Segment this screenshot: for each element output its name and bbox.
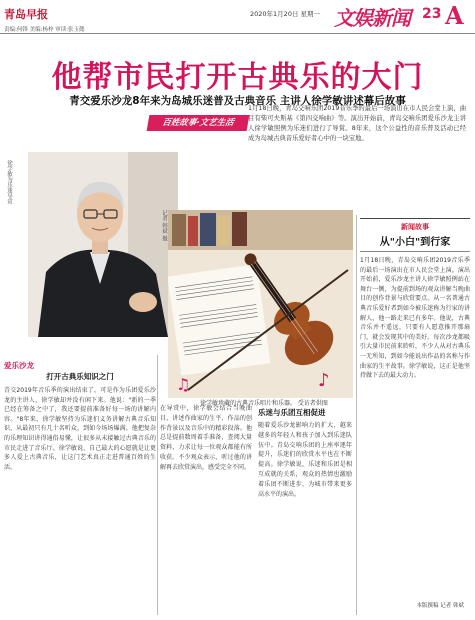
section-title: 文娱新闻 — [334, 6, 410, 30]
feature-photo — [168, 210, 353, 398]
left-section-subtitle: 打开古典乐知识之门 — [46, 372, 114, 381]
portrait-caption-text: 徐学敏为乐迷导赏 — [6, 160, 12, 204]
svg-text:♪: ♪ — [318, 370, 330, 391]
masthead — [0, 0, 475, 34]
portrait-photo — [28, 152, 178, 337]
middle-columns — [160, 404, 352, 614]
portrait-caption — [5, 160, 15, 204]
page-number: 23 — [422, 6, 442, 22]
intro-text: 1月18日晚，青岛交响乐团2019音乐季的最后一场演出在市人民会堂上演，曲目有柴可夫斯基《第四交响曲》等。演出开始前，青岛交响乐团爱乐沙龙主讲人徐学敏照例为乐迷们进行了导赏。8年来，这个公益性的音乐普及活动已经成为岛城古典音乐爱好者心中的一块宝地。 — [248, 105, 466, 142]
right-column — [360, 218, 470, 613]
column-separator — [356, 215, 357, 615]
middle-subheading: 乐迷与乐团互相促进 — [258, 408, 326, 417]
feature-image — [168, 210, 353, 398]
column-separator — [157, 355, 158, 615]
photo-caption: 徐学敏珍藏的古典音乐唱片和乐器。 受访者供图 — [200, 400, 328, 407]
section-badge: 百姓故事·文艺生活 — [147, 115, 250, 131]
portrait-credit: 记者 韩斌 摄 — [161, 210, 167, 241]
svg-text:♫: ♫ — [176, 375, 191, 394]
publication-date: 2020年1月20日 星期一 — [250, 10, 321, 18]
column-body: 1月18日晚，青岛交响乐团2019音乐季的最后一场演出在市人民会堂上演。演出开始前，爱乐沙龙主讲人徐学敏照例站在舞台一侧，为提前到场的观众讲解当晚曲目的创作背景与欣赏要点。从一名普通古典音乐爱好者到如今被乐迷称为行家的讲解人，他一路走来已有多年。他说，古典音乐并不遥远，只要有人愿意推开那扇门，就会发现其中的美好。每次沙龙都吸引大量市民前来聆听，不少人从对古典乐一无所知，到如今能说出作品的名称与作曲家的生平故事。徐学敏说，这正是他坚持做下去的最大动力。 — [360, 257, 470, 380]
page-letter: A — [445, 1, 464, 30]
column-divider — [360, 251, 470, 252]
column-rule — [360, 218, 470, 219]
column-title: 从"小白"到行家 — [379, 237, 451, 248]
middle-column-b — [258, 404, 352, 611]
middle-body-b: 随着爱乐沙龙影响力的扩大，越来越多的年轻人和孩子加入到乐迷队伍中。青岛交响乐团的上座率逐年提升，乐迷们的欣赏水平也在不断提高。徐学敏说，乐迷和乐团是相互成就的关系，观众的热情也激励着乐团不断进步，为城市带来更多高水平的演出。 — [258, 422, 352, 498]
subheadline: 青交爱乐沙龙8年来为岛城乐迷普及古典音乐 主讲人徐学敏讲述幕后故事 — [69, 95, 406, 107]
editors-line: 责编:何锋 美编:杨梓 审读:张玉懿 — [4, 27, 85, 33]
middle-body-a: 在导赏中，徐学敏会结合当晚曲目，讲述作曲家的生平、作品的创作背景以及音乐中的精彩段落。他总是提前数周着手准备，查阅大量资料，力求让每一位观众都能有所收获。不少观众表示，听过他的讲解再去欣赏演出，感受完全不同。 — [160, 405, 252, 471]
byline: 本版撰稿 记者 韩斌 — [416, 603, 464, 609]
intro-paragraph — [248, 104, 466, 212]
headline: 他帮市民打开古典乐的大门 — [51, 60, 424, 95]
left-column — [4, 360, 156, 612]
left-body: 青交2019年音乐季的演出结束了，可是作为乐团爱乐沙龙的主讲人，徐学敏却并没有闲下来。他说："新的一季已经在筹备之中了，我还要提前准备好每一场的讲解内容。"8年来，徐学敏坚持为乐迷们义务讲解古典音乐知识，从最初只有几十名听众，到如今场场爆满。他把复杂的乐理知识讲得通俗易懂，让很多从未接触过古典音乐的市民走进了音乐厅。徐学敏说，自己最大的心愿就是让更多人爱上古典音乐，让这门艺术真正走进普通百姓的生活。 — [4, 387, 156, 471]
portrait-image — [28, 152, 178, 337]
column-kicker: 新闻故事 — [401, 223, 429, 231]
left-section-title: 爱乐沙龙 — [4, 361, 34, 370]
paper-logo: 青岛早报 — [4, 8, 48, 21]
middle-column-a — [160, 404, 252, 609]
